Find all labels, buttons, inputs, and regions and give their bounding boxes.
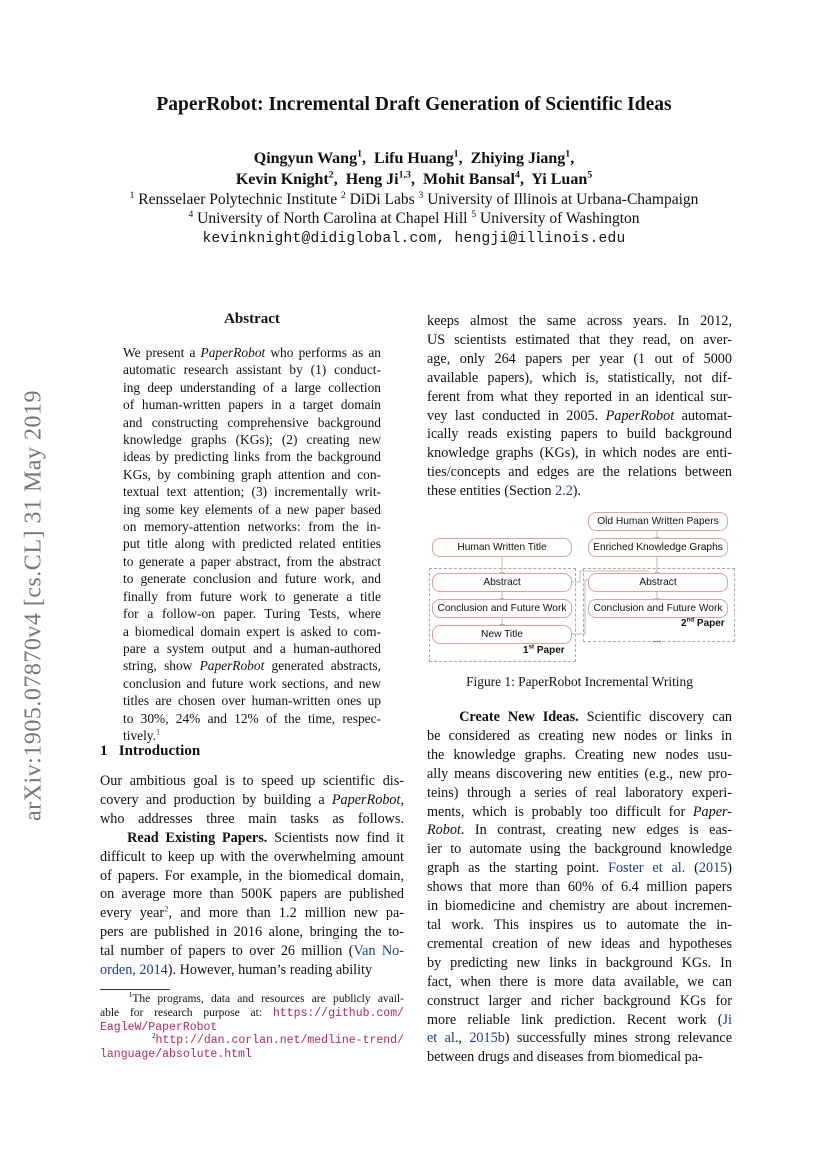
text-line: automatic research assistant by (1) conduct- xyxy=(123,362,381,378)
footnote-rule xyxy=(100,989,170,990)
old-papers-box: Old Human Written Papers xyxy=(588,512,728,531)
text-line: these entities (Section 2.2). xyxy=(427,483,582,500)
text-line: fact, when there is more data available, we can xyxy=(427,973,732,990)
text-line: graph as the starting point. Foster et al. (2015) xyxy=(427,860,732,877)
text-line: Robot. In contrast, creating new edges is eas- xyxy=(427,822,732,839)
text-line: cremental creation of new ideas and hypotheses xyxy=(427,935,732,952)
figure-1 xyxy=(427,508,737,664)
footnotes xyxy=(100,993,404,1062)
paper-2-label: 2nd Paper xyxy=(681,616,725,629)
author-name: Lifu Huang$^1$, xyxy=(374,148,471,167)
author-name: Mohit Bansal$^4$, xyxy=(422,169,532,188)
text-line: ferent from what they reported in an identical sur- xyxy=(427,388,732,405)
text-line: ments, which is probably too difficult for Paper- xyxy=(427,803,732,820)
text-line: age, only 264 papers per year (1 out of 5000 xyxy=(427,350,732,367)
text-line: teins) through a series of real laboratory experi- xyxy=(427,784,732,801)
text-line: $^2$http://dan.corlan.net/medline-trend/ xyxy=(151,1032,404,1048)
paper-title: PaperRobot: Incremental Draft Generation of Scientific Ideas xyxy=(156,94,672,115)
abstract-body xyxy=(123,344,381,744)
text-line: ier to automate using the background knowledge xyxy=(427,841,732,858)
text-line: finally from future work to generate a title xyxy=(123,588,381,604)
text-line: ing deep understanding of a large collection xyxy=(123,379,381,395)
conclusion-box-2: Conclusion and Future Work xyxy=(588,599,728,618)
figure-caption: Figure 1: PaperRobot Incremental Writing xyxy=(466,674,693,689)
text-line: string, show PaperRobot generated abstracts, xyxy=(123,658,381,674)
text-line: who addresses three main tasks as follows. xyxy=(100,810,404,827)
intro-body xyxy=(100,772,404,980)
text-line: to 30%, 24% and 12% of the time, respec- xyxy=(123,710,381,726)
text-line: and constructing comprehensive background xyxy=(123,414,381,430)
text-line: ing some key elements of a new paper based xyxy=(123,501,381,517)
text-line: to generate a paper abstract, from the abstract xyxy=(123,553,381,569)
text-line: vey last conducted in 2005. PaperRobot automat- xyxy=(427,407,732,424)
author-name: Heng Ji$^{1,3}$, xyxy=(345,169,423,188)
text-line: of papers. For example, in the biomedical domain, xyxy=(100,867,404,884)
text-line: ties/concepts and edges are the relations between xyxy=(427,464,732,481)
abstract-heading: Abstract xyxy=(224,311,280,327)
text-line: to generate conclusion and future work, and xyxy=(123,571,381,587)
text-line: put title along with predicted related entities xyxy=(123,536,381,552)
author-emails: kevinknight@didiglobal.com, hengji@illinois.edu xyxy=(202,231,626,247)
text-line: shows that more than 60% of 6.4 million papers xyxy=(427,879,732,896)
text-line: We present a PaperRobot who performs as an xyxy=(123,345,381,360)
text-line: by predicting new links in background KGs. In xyxy=(427,954,732,971)
intro-heading: 1 Introduction xyxy=(100,743,201,759)
conclusion-box-1: Conclusion and Future Work xyxy=(432,599,572,618)
right-column-bottom xyxy=(427,708,732,1067)
abstract-box-1: Abstract xyxy=(432,573,572,592)
text-line: ideas by predicting links from the background xyxy=(123,449,381,465)
text-line: et al., 2015b) successfully mines strong relevance xyxy=(427,1030,732,1047)
author-name: Yi Luan$^5$ xyxy=(531,169,593,188)
text-line: in biomedicine and chemistry are about incremen- xyxy=(427,898,732,915)
text-line: of human-written papers in a target domain xyxy=(123,397,381,413)
text-line: tively.$^1$ xyxy=(123,727,161,743)
text-line: textual text attention; (3) incrementally writ- xyxy=(123,484,381,500)
text-line: able for research purpose at: https://github.com/ xyxy=(100,1006,404,1020)
affiliation: $^3$ University of Illinois at Urbana-Champaign xyxy=(418,189,699,208)
affiliation: $^5$ University of Washington xyxy=(471,208,640,227)
text-line: tal number of papers to over 26 million (Van No- xyxy=(100,943,404,960)
text-line: the knowledge graphs. Creating new nodes usu- xyxy=(427,746,732,763)
affiliation: $^1$ Rensselaer Polytechnic Institute xyxy=(129,189,341,208)
enriched-kg-box: Enriched Knowledge Graphs xyxy=(588,538,728,557)
text-line: construct larger and richer background KGs for xyxy=(427,992,732,1009)
text-line: ally means discovering new entities (e.g., new pro- xyxy=(427,765,732,782)
text-line: ically reads existing papers to build background xyxy=(427,426,732,443)
text-line: keeps almost the same across years. In 2012, xyxy=(427,313,732,329)
text-line: difficult to keep up with the overwhelming amount xyxy=(100,848,404,865)
affiliations-line-2 xyxy=(0,210,828,228)
author-name: Qingyun Wang$^1$, xyxy=(253,148,375,167)
text-line: titles are chosen over human-written ones up xyxy=(123,693,381,709)
text-line: available papers), which is, statistically, not dif- xyxy=(427,369,732,386)
author-name: Zhiying Jiang$^1$, xyxy=(470,148,575,167)
text-line: tal work. This inspires us to automate the in- xyxy=(427,916,732,933)
text-line: for a follow-on paper. Turing Tests, where xyxy=(123,606,381,622)
text-line: language/absolute.html xyxy=(100,1048,252,1062)
text-line: on memory-attention networks: from the in- xyxy=(123,519,381,535)
right-column-top xyxy=(427,312,732,501)
arxiv-stamp: arXiv:1905.07870v4 [cs.CL] 31 May 2019 xyxy=(20,390,47,821)
text-line: orden, 2014). However, human’s reading ability xyxy=(100,962,373,979)
text-line: Read Existing Papers. Scientists now find it xyxy=(127,829,405,846)
figure-ellipsis: ... xyxy=(653,634,662,645)
text-line: conclusion and future work sections, and new xyxy=(123,675,381,691)
text-line: be considered as creating new nodes or links in xyxy=(427,727,732,744)
text-line: $^1$The programs, data and resources are publicly avail- xyxy=(128,991,405,1005)
text-line: between drugs and diseases from biomedical pa- xyxy=(427,1049,703,1066)
text-line: pare a system output and a human-authored xyxy=(123,640,381,656)
text-line: on average more than 500K papers are published xyxy=(100,886,404,903)
abstract-box-2: Abstract xyxy=(588,573,728,592)
paper-1-label: 1st Paper xyxy=(523,643,565,656)
text-line: knowledge graphs (KGs); (2) creating new xyxy=(123,432,381,448)
authors-line-2 xyxy=(0,171,828,189)
text-line: a biomedical domain expert is asked to com- xyxy=(123,623,381,639)
author-name: Kevin Knight$^2$, xyxy=(235,169,346,188)
affiliation: $^4$ University of North Carolina at Chapel Hill xyxy=(188,208,472,227)
text-line: US scientists estimated that they read, on aver- xyxy=(427,331,732,348)
authors-line-1 xyxy=(0,150,828,168)
text-line: EagleW/PaperRobot xyxy=(100,1020,218,1034)
text-line: covery and production by building a PaperRobot, xyxy=(100,791,404,808)
text-line: KGs, by combining graph attention and con- xyxy=(123,466,381,482)
human-title-box: Human Written Title xyxy=(432,538,572,557)
text-line: Create New Ideas. Scientific discovery can xyxy=(459,709,732,725)
text-line: pers are published in 2016 alone, bringing the to- xyxy=(100,924,404,941)
text-line: Our ambitious goal is to speed up scientific dis- xyxy=(100,773,404,789)
text-line: every year$^2$, and more than 1.2 million new pa- xyxy=(100,903,404,922)
affiliations-line-1 xyxy=(0,191,828,209)
affiliation: $^2$ DiDi Labs xyxy=(340,189,419,208)
text-line: knowledge graphs (KGs), in which nodes are enti- xyxy=(427,445,732,462)
text-line: more reliable link prediction. Recent work (Ji xyxy=(427,1011,732,1028)
new-title-box: New Title xyxy=(432,625,572,644)
